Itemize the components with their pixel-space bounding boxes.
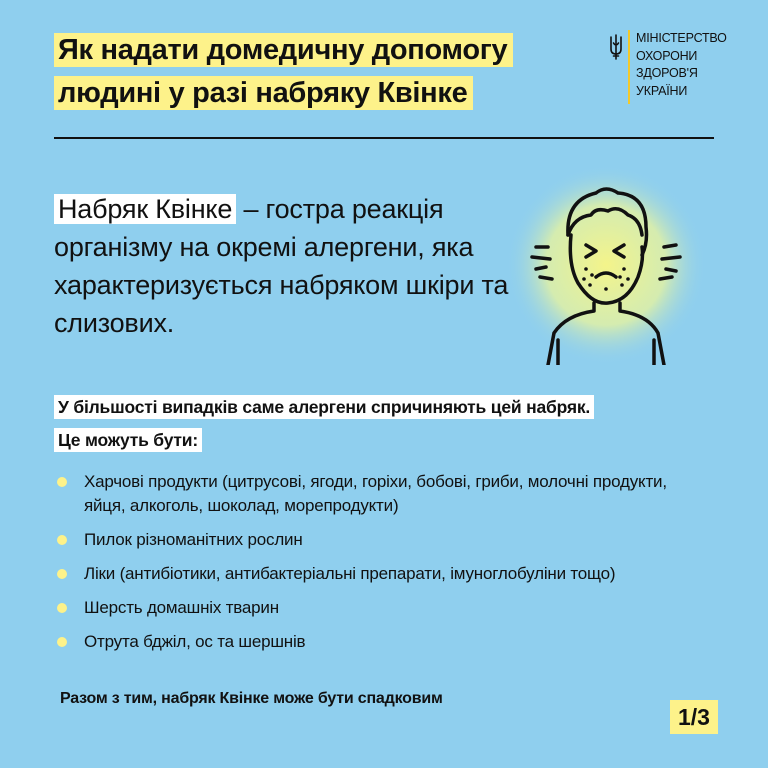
list-item-text: Харчові продукти (цитрусові, ягоди, горіхи, бобові, гриби, молочні продукти, яйця, алкоголь, шоколад, морепродукти) (84, 472, 667, 515)
allergens-intro (54, 392, 594, 458)
intro-line-1: У більшості випадків саме алергени спричиняють цей набряк. (54, 395, 594, 419)
list-item-text: Отрута бджіл, ос та шершнів (84, 632, 306, 651)
definition-paragraph (54, 190, 524, 342)
bullet-dot-icon (57, 603, 67, 613)
ministry-name-line: ЗДОРОВ'Я (636, 66, 698, 80)
list-item (54, 562, 704, 586)
swollen-face-person-icon (496, 165, 716, 365)
list-item (54, 596, 704, 620)
ministry-logo (608, 30, 727, 104)
list-item (54, 528, 704, 552)
ministry-name-line: ОХОРОНИ (636, 48, 698, 63)
page-counter: 1/3 (670, 700, 718, 734)
intro-line-2: Це можуть бути: (54, 428, 202, 452)
title-line-1: Як надати домедичну допомогу (54, 33, 513, 67)
bullet-dot-icon (57, 477, 67, 487)
ministry-name (636, 30, 727, 100)
list-item-text: Шерсть домашніх тварин (84, 598, 279, 617)
hereditary-note: Разом з тим, набряк Квінке може бути спадковим (60, 690, 443, 707)
definition-text: – гостра реакція організму на окремі алергени, яка характеризується набряком шкіри та слизових. (54, 194, 509, 338)
page-title (54, 30, 513, 116)
list-item-text: Ліки (антибіотики, антибактеріальні препарати, імуноглобуліни тощо) (84, 564, 616, 583)
bullet-dot-icon (57, 637, 67, 647)
allergen-list (54, 470, 704, 664)
bullet-dot-icon (57, 569, 67, 579)
list-item (54, 470, 704, 518)
definition-term: Набряк Квінке (54, 194, 236, 224)
ministry-name-line: УКРАЇНИ (636, 83, 688, 98)
header-divider (54, 137, 714, 139)
ministry-name-line: МІНІСТЕРСТВО (636, 31, 727, 45)
list-item (54, 630, 704, 654)
list-item-text: Пилок різноманітних рослин (84, 530, 303, 549)
ministry-divider (628, 30, 630, 104)
title-line-2: людині у разі набряку Квінке (54, 76, 473, 110)
trident-icon (608, 34, 624, 60)
bullet-dot-icon (57, 535, 67, 545)
